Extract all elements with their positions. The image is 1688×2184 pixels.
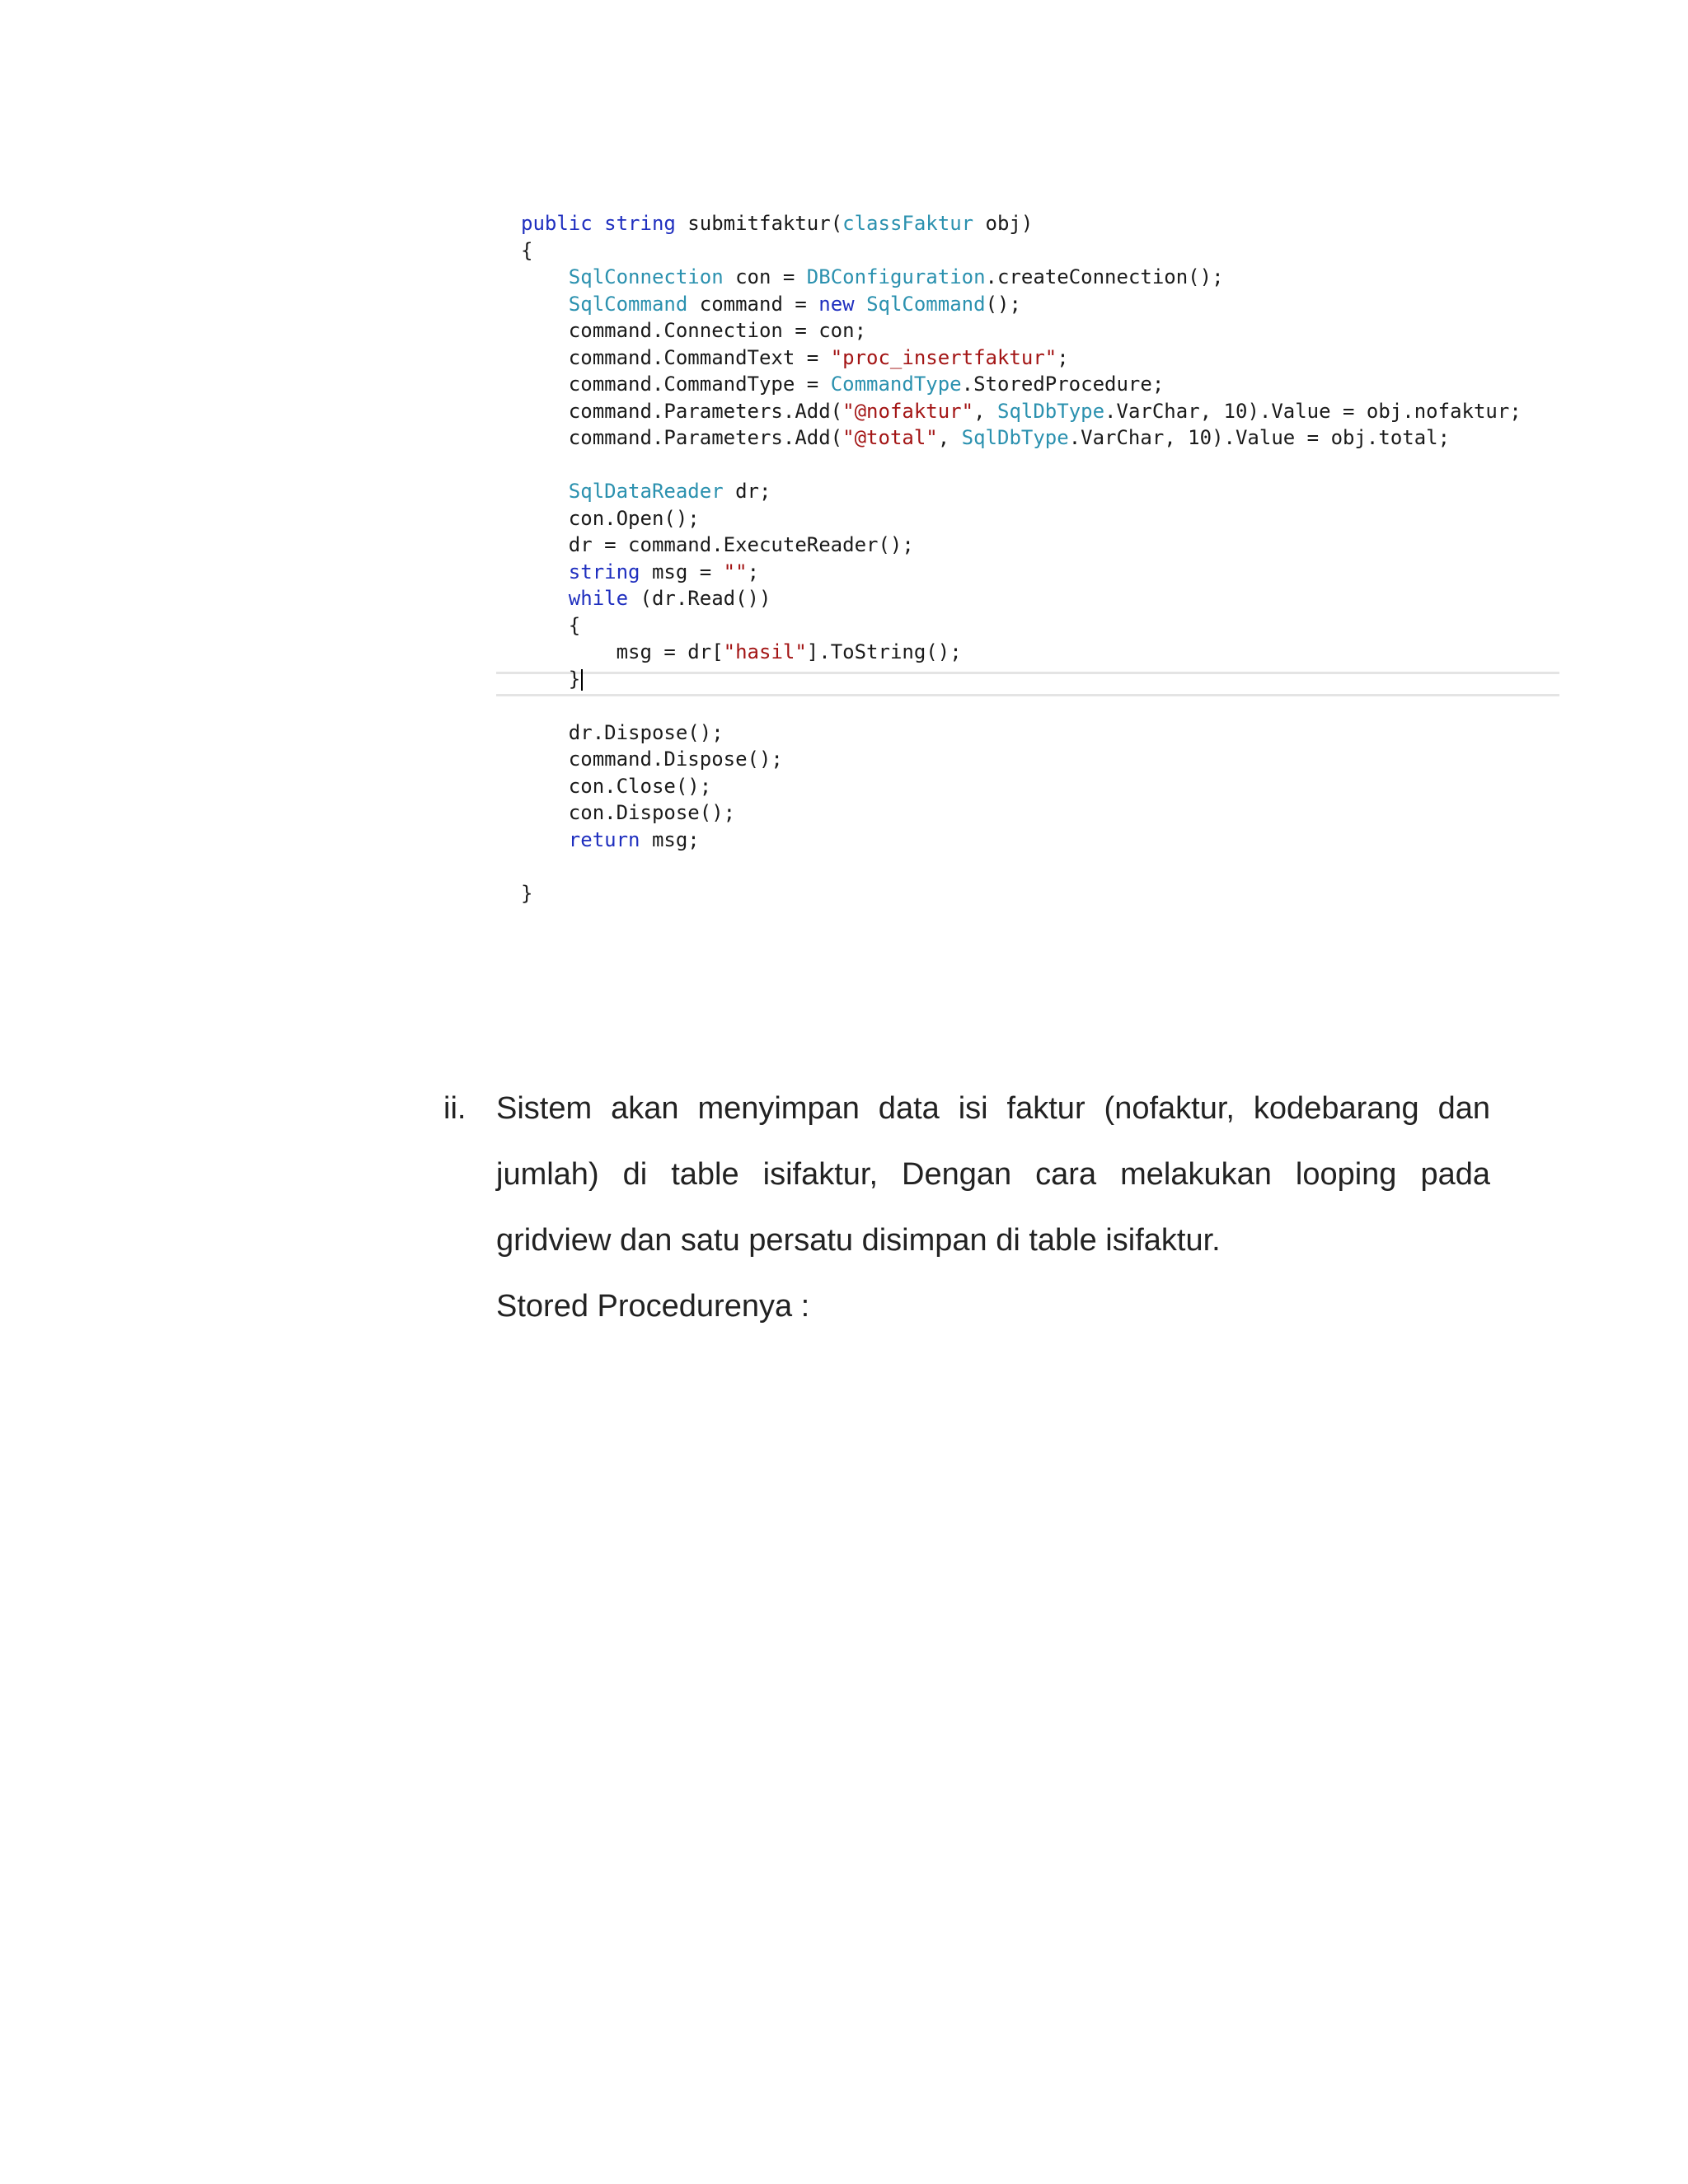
code-line	[521, 424, 1450, 451]
code-token: command.CommandType =	[521, 373, 831, 396]
code-line	[521, 291, 1021, 317]
code-line	[521, 237, 532, 264]
code-line	[521, 639, 962, 665]
code-token: {	[521, 238, 533, 262]
code-token: dr.Dispose();	[521, 720, 724, 744]
code-token: new	[818, 292, 855, 316]
code-token: SqlDbType	[997, 399, 1105, 423]
code-token: CommandType	[830, 373, 962, 396]
code-token	[521, 587, 569, 610]
code-line	[521, 559, 759, 585]
code-line	[521, 371, 1164, 397]
code-token: ;	[747, 560, 760, 583]
code-token: }	[521, 667, 581, 691]
code-token: msg =	[640, 560, 724, 583]
code-token: {	[521, 613, 581, 637]
code-token: string	[604, 212, 676, 235]
code-line	[521, 317, 866, 344]
code-line	[521, 666, 583, 692]
code-token: SqlDataReader	[568, 480, 724, 503]
code-token: .createConnection();	[985, 265, 1224, 288]
code-line	[521, 880, 532, 907]
code-token: while	[568, 587, 629, 610]
code-token: "@nofaktur"	[842, 399, 974, 423]
code-token: msg = dr[	[521, 640, 724, 663]
code-token	[521, 293, 569, 316]
code-token: "proc_insertfaktur"	[830, 345, 1057, 369]
code-line	[521, 719, 724, 746]
code-line	[521, 612, 580, 639]
list-marker: ii.	[443, 1091, 467, 1126]
code-token: con.Dispose();	[521, 801, 736, 824]
code-token: submitfaktur(	[675, 212, 843, 235]
code-token: dr;	[723, 480, 771, 503]
code-token: "@total"	[842, 426, 938, 449]
code-token: command.CommandText =	[521, 345, 831, 369]
code-token: .StoredProcedure;	[961, 373, 1165, 396]
code-token: ,	[973, 399, 997, 423]
code-token: command.Connection = con;	[521, 319, 867, 342]
code-token	[855, 293, 866, 316]
code-token: ""	[723, 560, 748, 583]
code-token	[593, 212, 604, 235]
current-line-highlight	[496, 672, 1559, 696]
code-token: con.Close();	[521, 774, 712, 798]
code-token: (dr.Read())	[628, 587, 771, 610]
code-token: obj)	[973, 212, 1034, 235]
code-token: con =	[723, 265, 807, 288]
code-line	[521, 505, 700, 532]
code-token: "hasil"	[723, 640, 807, 663]
code-screenshot	[496, 210, 1559, 927]
code-line	[521, 746, 783, 772]
text-caret	[581, 669, 583, 691]
code-token: return	[568, 827, 640, 851]
code-token: SqlCommand	[568, 292, 688, 316]
code-token: ();	[985, 292, 1021, 316]
code-token	[521, 265, 569, 288]
code-line	[521, 585, 771, 612]
code-line	[521, 799, 735, 826]
code-token	[521, 480, 569, 503]
code-token: public	[521, 212, 593, 235]
code-token: msg;	[640, 827, 700, 851]
code-line	[521, 344, 1069, 371]
code-line	[521, 478, 771, 504]
code-token	[521, 560, 569, 583]
code-token: SqlCommand	[866, 292, 986, 316]
code-token: command.Parameters.Add(	[521, 399, 843, 423]
code-token: }	[521, 881, 533, 905]
list-item-text: Sistem akan menyimpan data isi faktur (nofaktur, kodebarang dan jumlah) di table isifaktur, Dengan cara melakukan looping pada gridview dan satu persatu disimpan di table isifaktur.	[496, 1091, 1490, 1258]
code-line	[521, 532, 914, 558]
code-token: ].ToString();	[806, 640, 962, 663]
stored-procedure-label: Stored Procedurenya :	[496, 1289, 810, 1324]
code-token: DBConfiguration	[806, 265, 986, 288]
code-token: .VarChar, 10).Value = obj.nofaktur;	[1104, 399, 1522, 423]
code-token: ;	[1057, 345, 1069, 369]
code-token: con.Open();	[521, 506, 700, 530]
code-line	[521, 264, 1224, 290]
code-token: SqlDbType	[961, 426, 1069, 449]
code-token: .VarChar, 10).Value = obj.total;	[1068, 426, 1451, 449]
code-line	[521, 827, 700, 853]
code-line	[521, 398, 1522, 424]
code-token: classFaktur	[842, 212, 974, 235]
code-token: ,	[937, 426, 962, 449]
code-line	[521, 773, 711, 799]
code-token: command =	[687, 292, 819, 316]
code-token: string	[568, 560, 640, 583]
code-token: command.Dispose();	[521, 748, 783, 771]
code-token: dr = command.ExecuteReader();	[521, 533, 914, 556]
code-token: SqlConnection	[568, 265, 724, 288]
code-token: command.Parameters.Add(	[521, 426, 843, 449]
code-line	[521, 210, 1033, 237]
code-token	[521, 828, 569, 851]
